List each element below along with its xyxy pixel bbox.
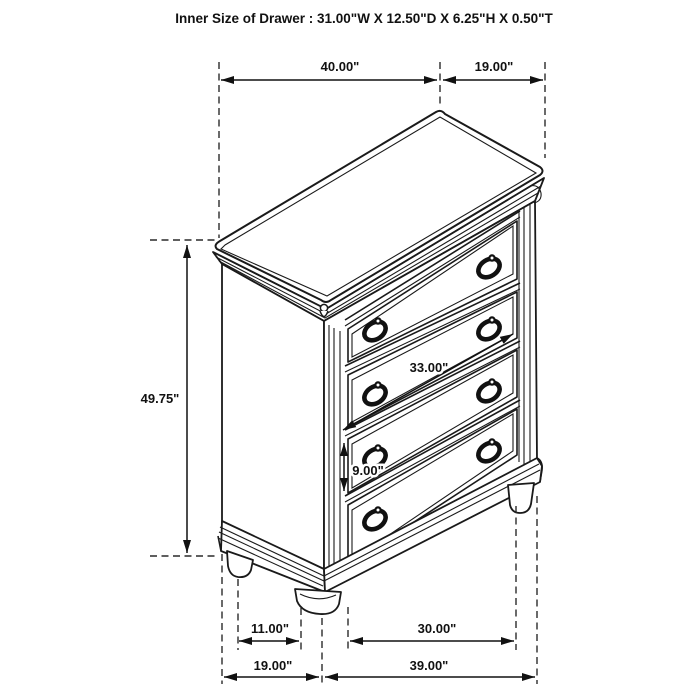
label-front-span: 30.00" (417, 621, 457, 636)
front-foot (295, 589, 341, 614)
right-foot (508, 483, 534, 513)
label-drawer-width: 33.00" (409, 360, 449, 375)
corner-finial (320, 304, 328, 316)
diagram-title: Inner Size of Drawer : 31.00"W X 12.50"D X 6.25"H X 0.50"T (175, 11, 553, 26)
label-top-depth: 19.00" (474, 59, 514, 74)
label-top-width: 40.00" (320, 59, 360, 74)
chest-figure (213, 111, 544, 614)
label-drawer-height: 9.00" (352, 463, 384, 478)
label-foot-inset: 11.00" (251, 621, 289, 636)
label-overall-depth: 19.00" (253, 658, 293, 673)
label-overall-height: 49.75" (140, 391, 180, 406)
label-overall-width: 39.00" (409, 658, 449, 673)
